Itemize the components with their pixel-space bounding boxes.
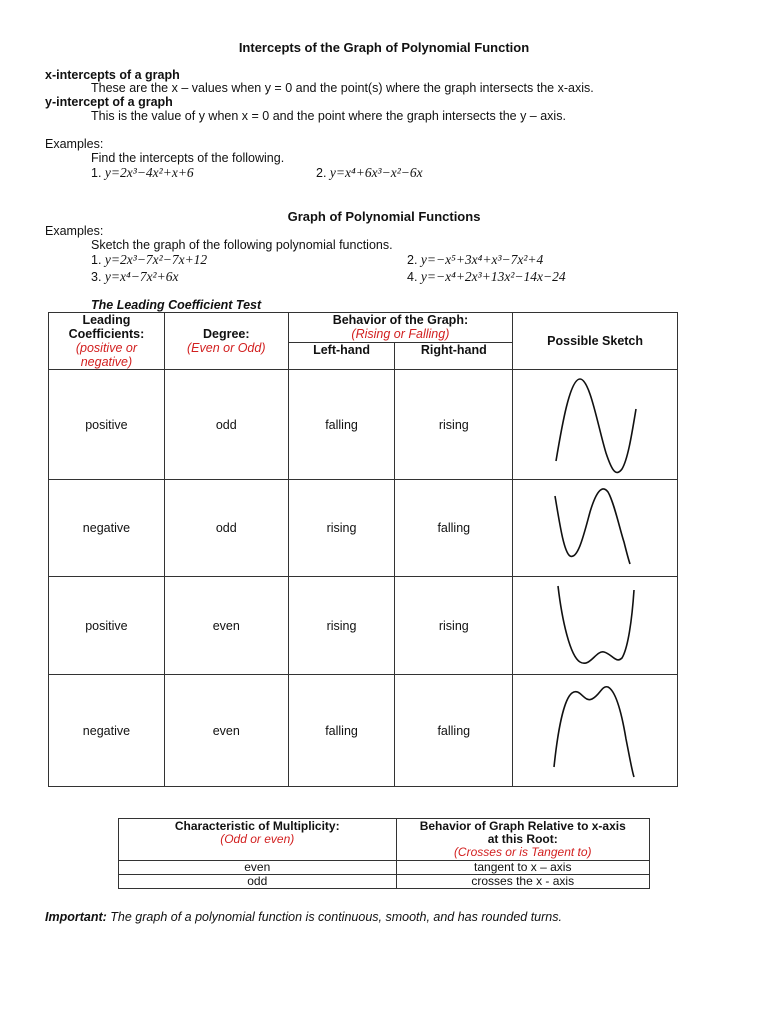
table-header-row [119, 819, 650, 861]
example-equation: y=x⁴+6x³−x²−6x [329, 165, 423, 180]
example-equation: y=−x⁴+2x³+13x²−14x−24 [420, 269, 566, 284]
leading-coefficient-test-title: The Leading Coefficient Test [91, 298, 262, 312]
important-text: The graph of a polynomial function is continuous, smooth, and has rounded turns. [110, 910, 562, 924]
leading-coefficients-header: Leading Coefficients: (positive or negative) [49, 313, 165, 370]
odd-negative-curve-sketch [550, 482, 640, 574]
left-hand-cell: falling [288, 370, 395, 480]
x-intercepts-text: These are the x – values when y = 0 and the point(s) where the graph intersects the x-axis. [91, 81, 594, 95]
even-positive-curve-sketch [550, 580, 640, 672]
left-hand-cell: rising [288, 577, 395, 675]
coefficient-cell: positive [49, 577, 165, 675]
root-behavior-cell: crosses the x - axis [396, 875, 650, 889]
table-row [119, 875, 650, 889]
examples-instruction: Find the intercepts of the following. [91, 151, 285, 165]
example-item [91, 269, 178, 285]
degree-cell: odd [164, 480, 288, 577]
example-item [91, 252, 207, 268]
right-hand-header: Right-hand [395, 342, 513, 369]
example-equation: y=2x³−7x²−7x+12 [104, 252, 208, 267]
example-equation: y=2x³−4x²+x+6 [104, 165, 194, 180]
coefficient-cell: negative [49, 480, 165, 577]
table-row [49, 370, 678, 480]
example-item [316, 165, 423, 181]
table-row [49, 577, 678, 675]
important-note [45, 910, 562, 924]
example-number: 2. [407, 253, 418, 267]
right-hand-cell: rising [395, 577, 513, 675]
table-row [49, 480, 678, 577]
left-hand-cell: falling [288, 675, 395, 787]
example-item [407, 269, 566, 285]
example-number: 1. [91, 253, 102, 267]
table-row [49, 675, 678, 787]
left-hand-cell: rising [288, 480, 395, 577]
right-hand-cell: rising [395, 370, 513, 480]
y-intercept-heading: y-intercept of a graph [45, 95, 173, 109]
coefficient-cell: positive [49, 370, 165, 480]
right-hand-cell: falling [395, 675, 513, 787]
right-hand-cell: falling [395, 480, 513, 577]
behavior-header: Behavior of the Graph: (Rising or Falling) [288, 313, 513, 343]
degree-cell: odd [164, 370, 288, 480]
even-negative-curve-sketch [550, 679, 640, 783]
multiplicity-cell: even [119, 861, 397, 875]
important-label: Important: [45, 910, 107, 924]
multiplicity-header: Characteristic of Multiplicity: (Odd or even) [119, 819, 397, 861]
example-number: 4. [407, 270, 418, 284]
example-equation: y=x⁴−7x²+6x [104, 269, 179, 284]
example-number: 2. [316, 166, 327, 180]
examples-label: Examples: [45, 224, 104, 238]
odd-positive-curve-sketch [550, 373, 640, 477]
page-title: Intercepts of the Graph of Polynomial Function [238, 40, 530, 55]
x-intercepts-heading: x-intercepts of a graph [45, 68, 180, 82]
example-equation: y=−x⁵+3x⁴+x³−7x²+4 [420, 252, 544, 267]
degree-cell: even [164, 577, 288, 675]
examples-instruction: Sketch the graph of the following polynomial functions. [91, 238, 393, 252]
degree-cell: even [164, 675, 288, 787]
multiplicity-cell: odd [119, 875, 397, 889]
example-number: 3. [91, 270, 102, 284]
sketch-cell [513, 675, 678, 787]
root-behavior-cell: tangent to x – axis [396, 861, 650, 875]
degree-header: Degree: (Even or Odd) [164, 313, 288, 370]
section-title: Graph of Polynomial Functions [287, 209, 481, 224]
example-number: 1. [91, 166, 102, 180]
multiplicity-table [118, 818, 650, 889]
example-item [91, 165, 194, 181]
leading-coefficient-table [48, 312, 678, 787]
sketch-cell [513, 480, 678, 577]
possible-sketch-header: Possible Sketch [513, 313, 678, 370]
table-row [119, 861, 650, 875]
coefficient-cell: negative [49, 675, 165, 787]
sketch-cell [513, 577, 678, 675]
y-intercept-text: This is the value of y when x = 0 and the point where the graph intersects the y – axis. [91, 109, 566, 123]
example-item [407, 252, 543, 268]
left-hand-header: Left-hand [288, 342, 395, 369]
sketch-cell [513, 370, 678, 480]
table-header-row [49, 313, 678, 343]
examples-label: Examples: [45, 137, 104, 151]
root-behavior-header: Behavior of Graph Relative to x-axis at this Root: (Crosses or is Tangent to) [396, 819, 650, 861]
